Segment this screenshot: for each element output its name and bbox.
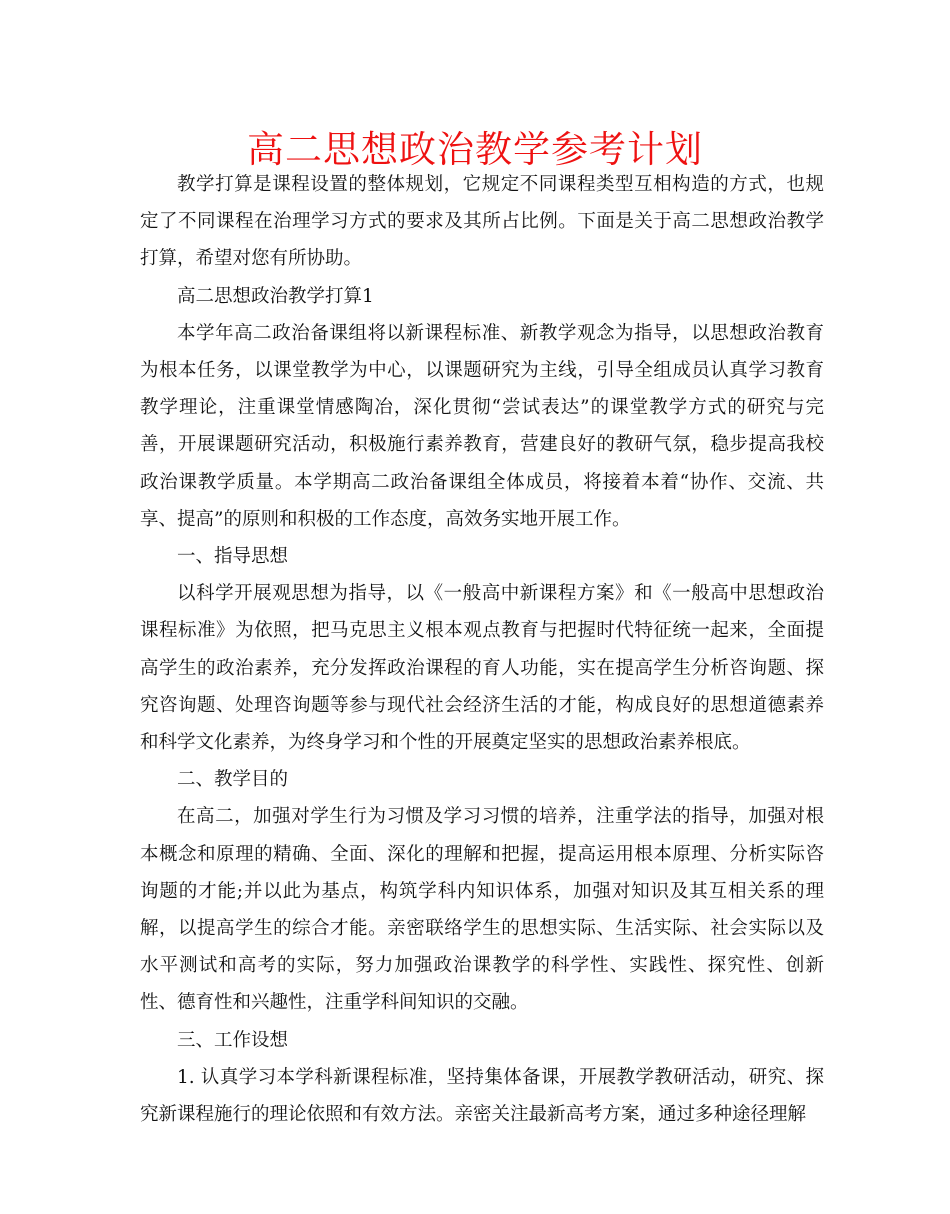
teaching-goal-paragraph: 在高二，加强对学生行为习惯及学习习惯的培养，注重学法的指导，加强对根本概念和原理的精确、全面、深化的理解和把握，提高运用根本原理、分析实际咨询题的才能;并以此为基点，构筑学科内知识体系，加强对知识及其互相关系的理解，以提高学生的综合才能。亲密联络学生的思想实际、生活实际、社会实际以及水平测试和高考的实际，努力加强政治课教学的科学性、实践性、探究性、创新性、德育性和兴趣性，注重学科间知识的交融。 xyxy=(140,806,824,1014)
plan-subtitle: 高二思想政治教学打算1 xyxy=(177,285,374,307)
document-body xyxy=(140,166,824,1133)
section-heading-teaching-goal: 二、教学目的 xyxy=(177,769,289,791)
overview-paragraph: 本学年高二政治备课组将以新课程标准、新教学观念为指导，以思想政治教育为根本任务，以课堂教学为中心，以课题研究为主线，引导全组成员认真学习教育教学理论，注重课堂情感陶冶，深化贯彻“尝试表达”的课堂教学方式的研究与完善，开展课题研究活动，积极施行素养教育，营建良好的教研气氛，稳步提高我校政治课教学质量。本学期高二政治备课组全体成员，将接着本着“协作、交流、共享、提高”的原则和积极的工作态度，高效务实地开展工作。 xyxy=(140,322,824,530)
document-title: 高二思想政治教学参考计划 xyxy=(247,128,703,171)
intro-paragraph: 教学打算是课程设置的整体规划，它规定不同课程类型互相构造的方式，也规定了不同课程在治理学习方式的要求及其所占比例。下面是关于高二思想政治教学打算，希望对您有所协助。 xyxy=(140,174,824,270)
section-heading-guiding-thought: 一、指导思想 xyxy=(177,546,289,568)
work-plan-item-1: 1. 认真学习本学科新课程标准，坚持集体备课，开展教学教研活动，研究、探究新课程施行的理论依照和有效方法。亲密关注最新高考方案，通过多种途径理解 xyxy=(140,1066,824,1126)
section-heading-work-plan: 三、工作设想 xyxy=(177,1029,289,1051)
guiding-thought-paragraph: 以科学开展观思想为指导，以《一般高中新课程方案》和《一般高中思想政治课程标准》为依照，把马克思主义根本观点教育与把握时代特征统一起来，全面提高学生的政治素养，充分发挥政治课程的育人功能，实在提高学生分析咨询题、探究咨询题、处理咨询题等参与现代社会经济生活的才能，构成良好的思想道德素养和科学文化素养，为终身学习和个性的开展奠定坚实的思想政治素养根底。 xyxy=(140,583,824,754)
